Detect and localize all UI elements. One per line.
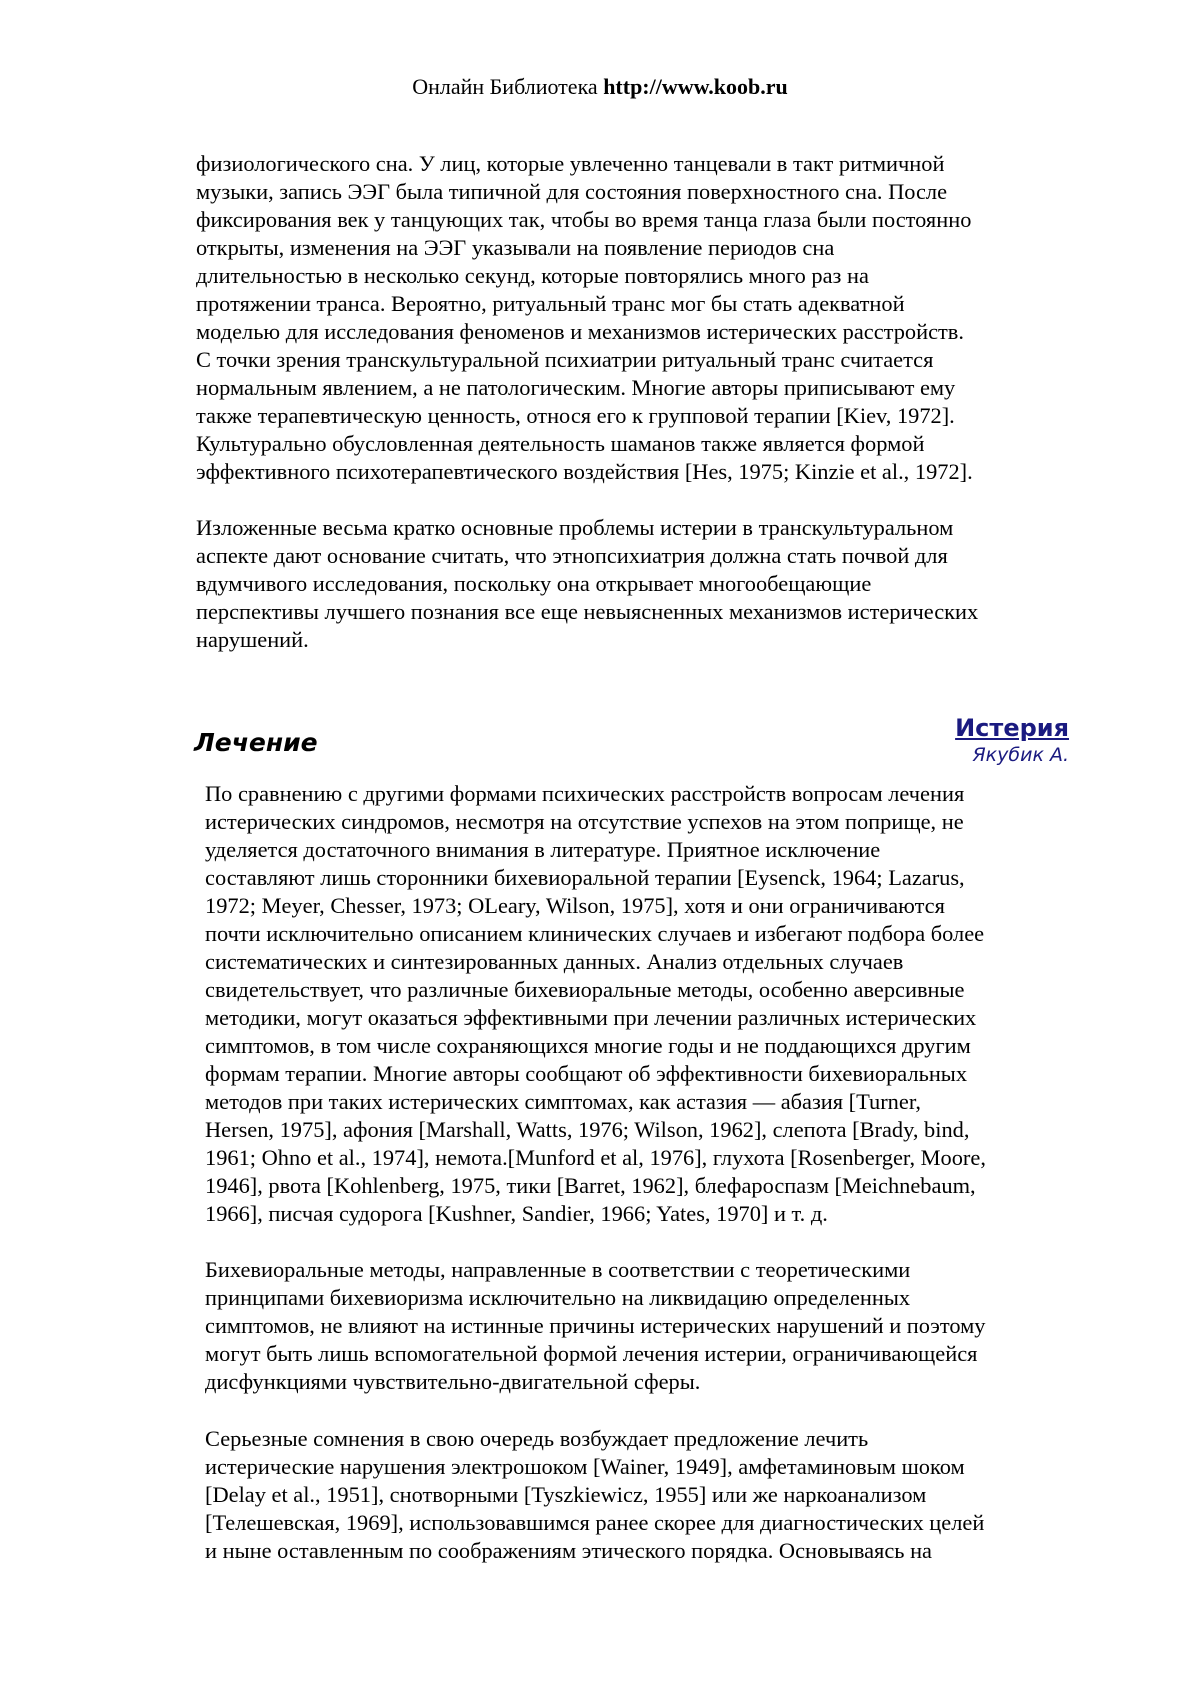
paragraph-4: [205, 1256, 1080, 1396]
paragraph-2: [196, 514, 1076, 654]
text-line: симптомов, в том числе сохраняющихся многие годы и не поддающихся другим: [205, 1033, 971, 1058]
text-line: систематических и синтезированных данных. Анализ отдельных случаев: [205, 949, 904, 974]
site-url[interactable]: http://www.koob.ru: [603, 74, 788, 99]
text-line: фиксирования век у танцующих так, чтобы во время танца глаза были постоянно: [196, 207, 972, 232]
text-line: принципами бихевиоризма исключительно на ликвидацию определенных: [205, 1285, 911, 1310]
text-line: методов при таких истерических симптомах, как астазия — абазия [Turner,: [205, 1089, 921, 1114]
book-author: Якубик А.: [972, 744, 1069, 766]
text-line: Серьезные сомнения в свою очередь возбуждает предложение лечить: [205, 1426, 869, 1451]
text-line: могут быть лишь вспомогательной формой лечения истерии, ограничивающейся: [205, 1341, 978, 1366]
paragraph-1: [196, 150, 1076, 486]
text-line: [Телешевская, 1969], использовавшимся ранее скорее для диагностических целей: [205, 1510, 985, 1535]
text-line: аспекте дают основание считать, что этнопсихиатрия должна стать почвой для: [196, 543, 948, 568]
text-line: 1961; Ohno et al., 1974], немота.[Munford et al, 1976], глухота [Rosenberger, Moore,: [205, 1145, 986, 1170]
text-line: составляют лишь сторонники бихевиоральной терапии [Eysenck, 1964; Lazarus,: [205, 865, 965, 890]
text-line: нарушений.: [196, 627, 309, 652]
text-line: свидетельствует, что различные бихевиоральные методы, особенно аверсивные: [205, 977, 965, 1002]
text-line: С точки зрения транскультуральной психиатрии ритуальный транс считается: [196, 347, 934, 372]
text-line: формам терапии. Многие авторы сообщают об эффективности бихевиоральных: [205, 1061, 968, 1086]
page-header: [0, 72, 1200, 102]
book-reference: [955, 713, 1069, 767]
text-line: Культурально обусловленная деятельность шаманов также является формой: [196, 431, 925, 456]
text-line: также терапевтическую ценность, относя его к групповой терапии [Kiev, 1972].: [196, 403, 955, 428]
book-title-link[interactable]: Истерия: [955, 714, 1069, 742]
text-line: 1946], рвота [Kohlenberg, 1975, тики [Barret, 1962], блефароспазм [Meichnebaum,: [205, 1173, 976, 1198]
text-line: Изложенные весьма кратко основные проблемы истерии в транскультуральном: [196, 515, 954, 540]
text-line: нормальным явлением, а не патологическим. Многие авторы приписывают ему: [196, 375, 956, 400]
text-line: моделью для исследования феноменов и механизмов истерических расстройств.: [196, 319, 964, 344]
text-line: По сравнению с другими формами психических расстройств вопросам лечения: [205, 781, 965, 806]
text-line: симптомов, не влияют на истинные причины истерических нарушений и поэтому: [205, 1313, 986, 1338]
text-line: и ныне оставленным по соображениям этического порядка. Основываясь на: [205, 1538, 932, 1563]
text-line: вдумчивого исследования, поскольку она открывает многообещающие: [196, 571, 872, 596]
text-line: методики, могут оказаться эффективными при лечении различных истерических: [205, 1005, 977, 1030]
paragraph-5: [205, 1425, 1080, 1565]
text-line: почти исключительно описанием клинических случаев и избегают подбора более: [205, 921, 985, 946]
library-label: Онлайн Библиотека: [412, 74, 598, 99]
text-line: Hersen, 1975], афония [Marshall, Watts, 1976; Wilson, 1962], слепота [Brady, bind,: [205, 1117, 970, 1142]
text-line: истерические нарушения электрошоком [Wainer, 1949], амфетаминовым шоком: [205, 1454, 965, 1479]
text-line: 1972; Meyer, Chesser, 1973; OLeary, Wilson, 1975], хотя и они ограничиваются: [205, 893, 945, 918]
section-title: Лечение: [194, 728, 318, 757]
text-line: перспективы лучшего познания все еще невыясненных механизмов истерических: [196, 599, 979, 624]
paragraph-3: [205, 780, 1080, 1228]
text-line: дисфункциями чувствительно-двигательной сферы.: [205, 1369, 701, 1394]
text-line: эффективного психотерапевтического воздействия [Hes, 1975; Kinzie et al., 1972].: [196, 459, 973, 484]
text-line: открыты, изменения на ЭЭГ указывали на появление периодов сна: [196, 235, 835, 260]
text-line: длительностью в несколько секунд, которые повторялись много раз на: [196, 263, 869, 288]
text-line: физиологического сна. У лиц, которые увлеченно танцевали в такт ритмичной: [196, 151, 945, 176]
text-line: протяжении транса. Вероятно, ритуальный транс мог бы стать адекватной: [196, 291, 905, 316]
text-line: уделяется достаточного внимания в литературе. Приятное исключение: [205, 837, 881, 862]
text-line: истерических синдромов, несмотря на отсутствие успехов на этом поприще, не: [205, 809, 964, 834]
text-line: музыки, запись ЭЭГ была типичной для состояния поверхностного сна. После: [196, 179, 948, 204]
text-line: [Delay et al., 1951], снотворными [Tyszkiewicz, 1955] или же наркоанализом: [205, 1482, 927, 1507]
text-line: Бихевиоральные методы, направленные в соответствии с теоретическими: [205, 1257, 911, 1282]
text-line: 1966], писчая судорога [Kushner, Sandier, 1966; Yates, 1970] и т. д.: [205, 1201, 828, 1226]
